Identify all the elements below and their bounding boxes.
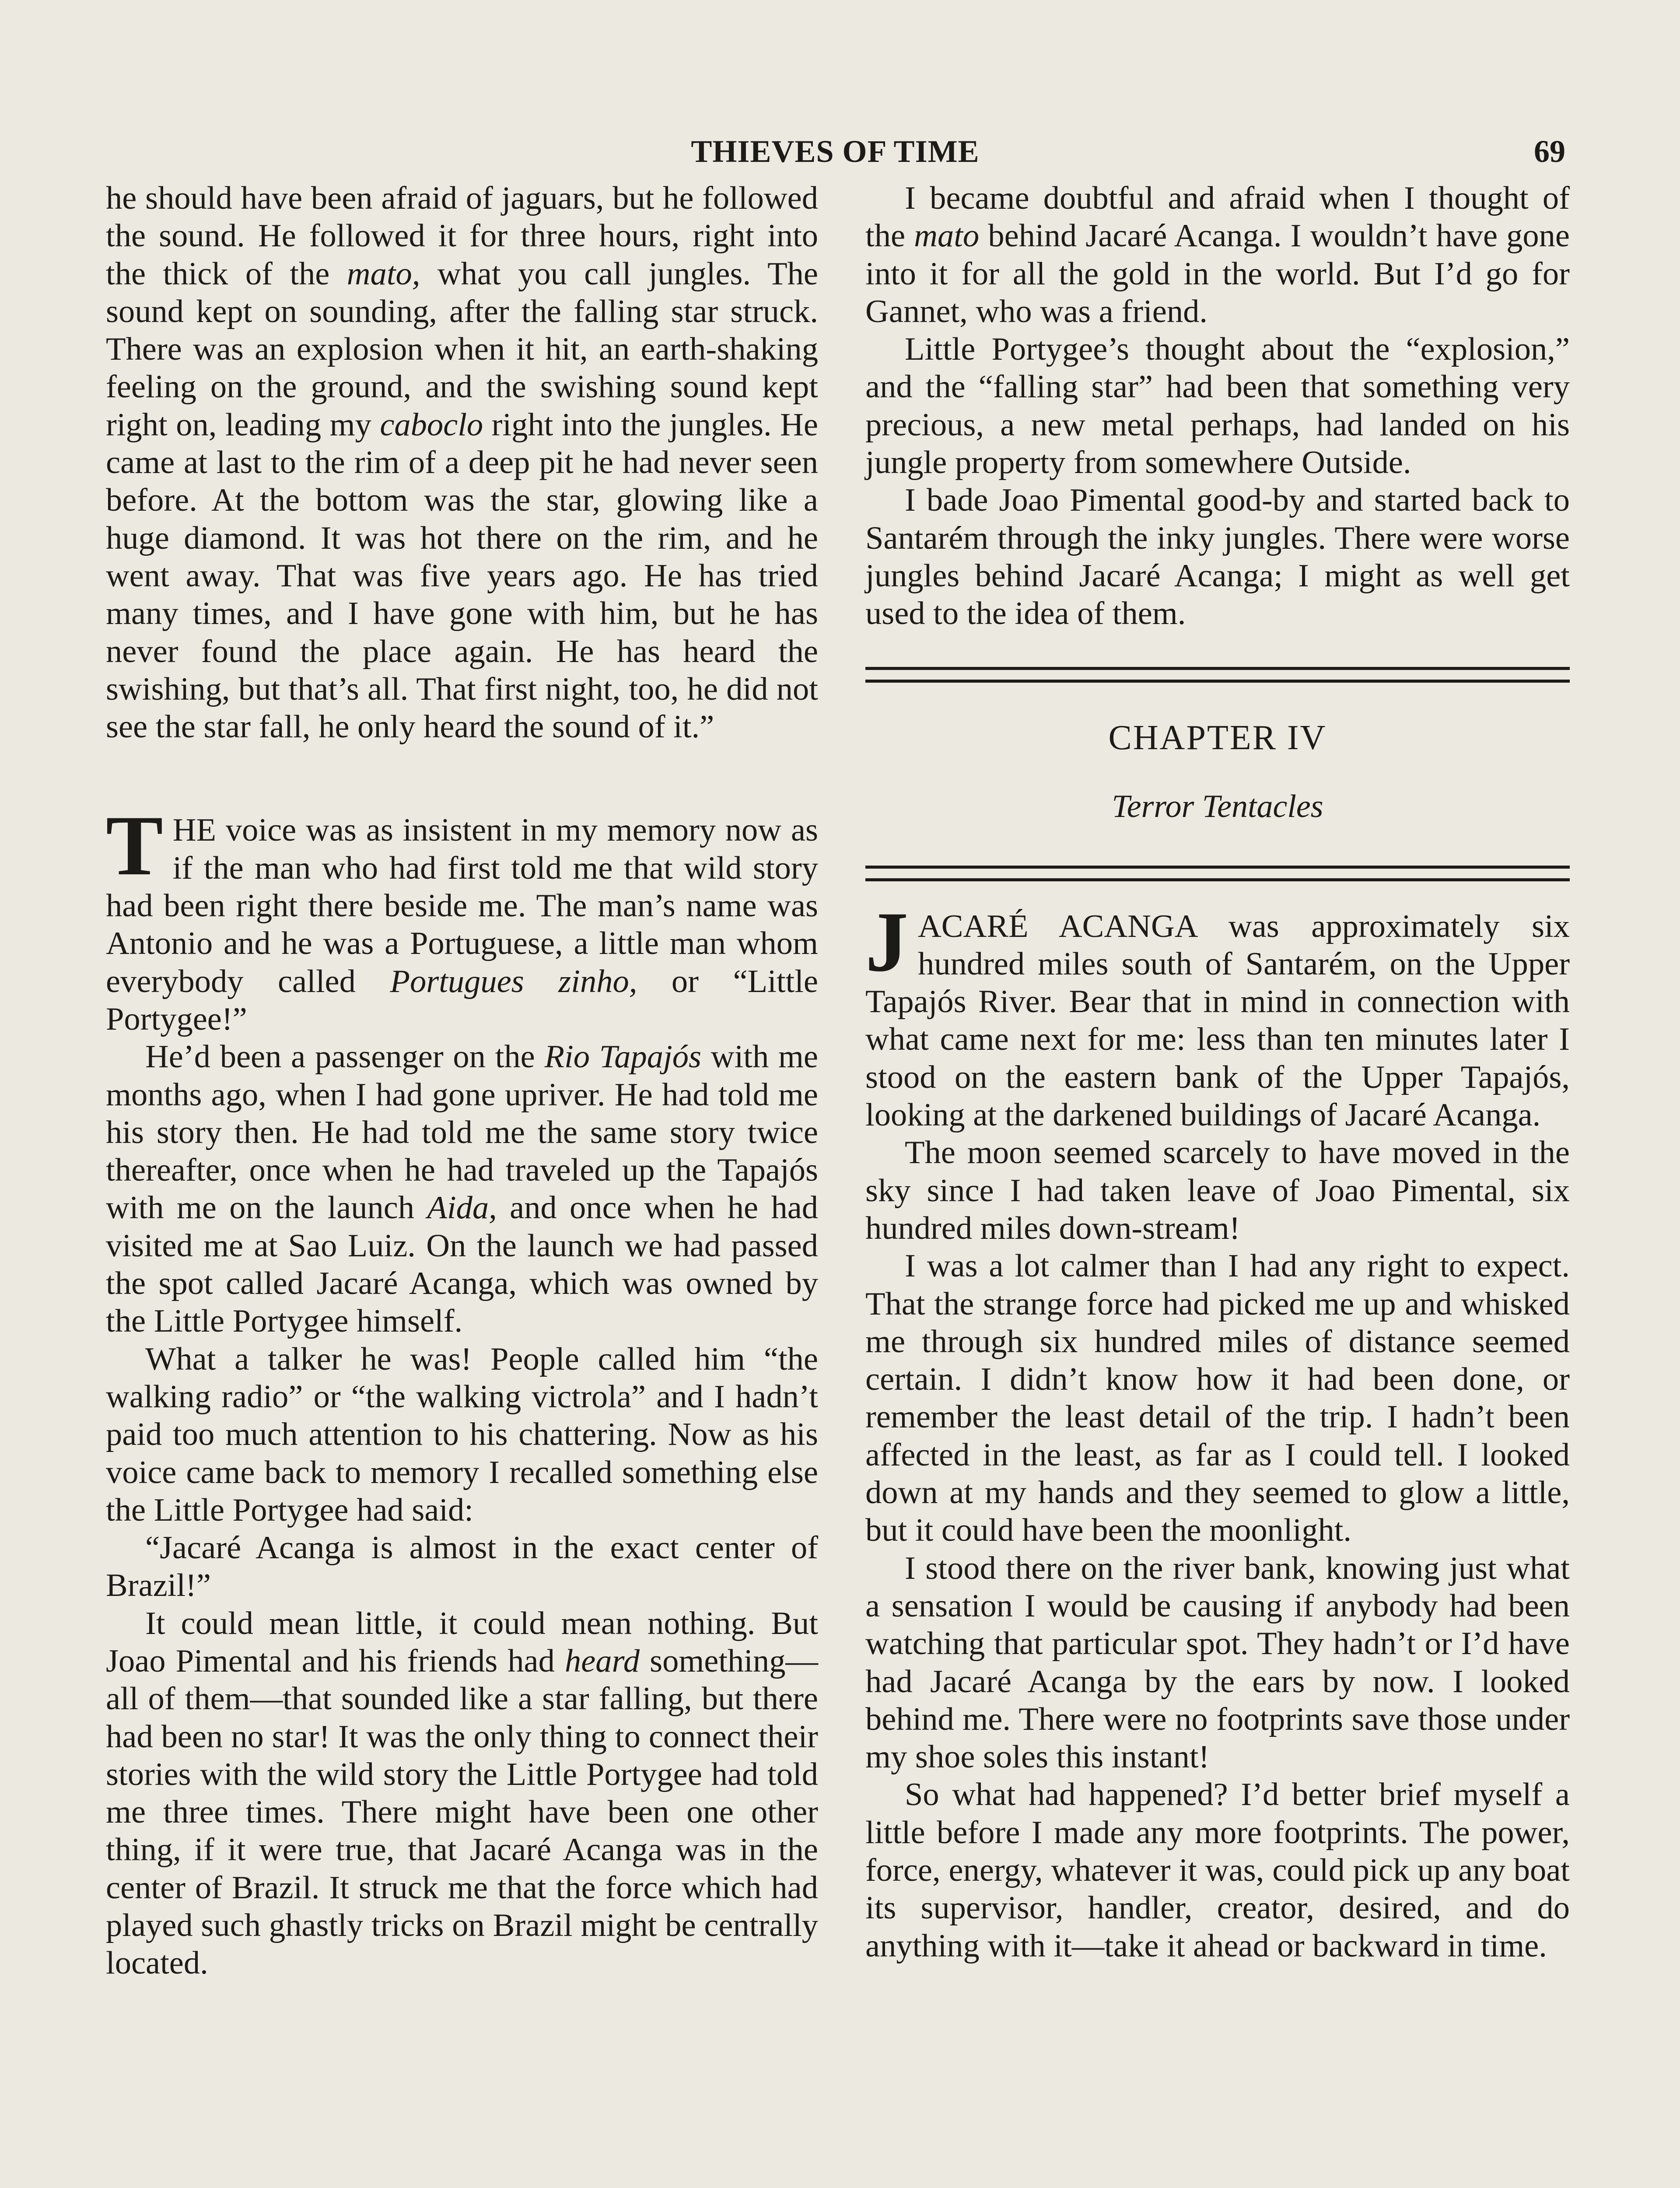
right-column	[865, 179, 1570, 1965]
running-header	[105, 133, 1565, 173]
italic-text: Aida,	[427, 1190, 497, 1226]
text-run: behind Jacaré Acanga. I wouldn’t have gone into it for all the gold in the world. But I’d go for Gannet, who was a friend.	[865, 218, 1570, 330]
paragraph	[865, 179, 1570, 330]
page-number: 69	[1534, 134, 1565, 169]
text-run: or “Little Portygee!”	[106, 963, 819, 1037]
italic-text: heard	[564, 1643, 640, 1679]
italic-text: mato	[914, 218, 980, 254]
paragraph	[106, 1038, 818, 1340]
paragraph: I was a lot calmer than I had any right to expect. That the strange force had picked me up and whisked me through six hundred miles of distance seemed certain. I didn’t know how it had been done, or remember the least detail of the trip. I hadn’t been affected in the least, as far as I could tell. I looked down at my hands and they seemed to glow a little, but it could have been the moonlight.	[865, 1248, 1570, 1549]
text-run: I became doubtful and afraid when I thought of the	[865, 180, 1570, 254]
italic-text: mato,	[346, 256, 420, 292]
italic-text: Portugues zinho,	[390, 963, 637, 999]
paragraph	[106, 179, 818, 746]
paragraph	[106, 1605, 818, 1982]
left-column	[106, 179, 818, 1982]
section-divider	[865, 667, 1570, 683]
running-title: THIEVES OF TIME	[691, 134, 980, 169]
text-run: HE voice was as insistent in my memory now as if the man who had first told me that wild story had been right there beside me. The man’s name was Antonio and he was a Portuguese, a little man whom everybody called	[106, 812, 818, 999]
text-run: and once when he had visited me at Sao Luiz. On the launch we had passed the spot called Jacaré Acanga, which was owned by the Little Portygee himself.	[106, 1190, 819, 1339]
text-run: he should have been afraid of jaguars, but he followed the sound. He followed it for three hours, right into the thick of the	[106, 180, 818, 292]
paragraph: I bade Joao Pimental good-by and started back to Santarém through the inky jungles. There were worse jungles behind Jacaré Acanga; I might as well get used to the idea of them.	[865, 482, 1570, 632]
text-run: with me months ago, when I had gone upriver. He had told me his story then. He had told me the same story twice thereafter, once when he had traveled up the Tapajós with me on the launch	[106, 1039, 818, 1226]
paragraph: “Jacaré Acanga is almost in the exact center of Brazil!”	[106, 1530, 818, 1604]
section-divider	[865, 866, 1570, 881]
paragraph: What a talker he was! People called him “the walking radio” or “the walking victrola” and I hadn’t paid too much attention to his chattering. Now as his voice came back to memory I recalled something else the Little Portygee had said:	[106, 1341, 818, 1528]
text-run: something—all of them—that sounded like a star falling, but there had been no star! It was the only thing to connect their stories with the wild story the Little Portygee had told me three times. There might have been one other thing, if it were true, that Jacaré Acanga was in the center of Brazil. It struck me that the force which had played such ghastly tricks on Brazil might be centrally located.	[106, 1643, 819, 1981]
italic-text: caboclo	[380, 407, 483, 443]
text-run: ACARÉ ACANGA was approximately six hundred miles south of Santarém, on the Upper Tapajós River. Bear that in mind in connection with what came next for me: less than ten minutes later I stood on the eastern bank of the Upper Tapajós, looking at the darkened buildings of Jacaré Acanga.	[865, 908, 1570, 1133]
drop-cap: T	[106, 798, 163, 894]
text-run: He’d been a passenger on the	[145, 1039, 545, 1075]
paragraph: The moon seemed scarcely to have moved in the sky since I had taken leave of Joao Pimental, six hundred miles down-stream!	[865, 1135, 1570, 1246]
text-run: right into the jungles. He came at last to the rim of a deep pit he had never seen before. At the bottom was the star, glowing like a huge diamond. It was hot there on the rim, and he went away. That was five years ago. He has tried many times, and I have gone with him, but he has never found the place again. He has heard the swishing, but that’s all. That first night, too, he did not see the star fall, he only heard the sound of it.”	[106, 407, 818, 745]
paragraph	[865, 894, 1570, 1134]
paragraph: So what had happened? I’d better brief myself a little before I made any more footprints. The power, force, energy, whatever it was, could pick up any boat its supervisor, handler, creator, desired, and do anything with it—take it ahead or backward in time.	[865, 1777, 1570, 1964]
italic-text: Rio Tapajós	[544, 1039, 701, 1075]
text-run: what you call jungles. The sound kept on sounding, after the falling star struck. There was an explosion when it hit, an earth-shaking feeling on the ground, and the swishing sound kept right on, leading my	[106, 256, 818, 443]
chapter-title: CHAPTER IV	[1108, 718, 1327, 757]
chapter-subtitle: Terror Tentacles	[1112, 788, 1323, 824]
text-run: It could mean little, it could mean nothing. But Joao Pimental and his friends had	[106, 1605, 818, 1679]
paragraph: I stood there on the river bank, knowing just what a sensation I would be causing if anybody had been watching that particular spot. They hadn’t or I’d have had Jacaré Acanga by the ears by now. I looked behind me. There were no footprints save those under my shoe soles this instant!	[865, 1550, 1570, 1775]
drop-cap: J	[865, 894, 908, 989]
paragraph	[106, 798, 819, 1038]
paragraph: Little Portygee’s thought about the “explosion,” and the “falling star” had been that something very precious, a new metal perhaps, had landed on his jungle property from somewhere Outside.	[865, 331, 1570, 481]
